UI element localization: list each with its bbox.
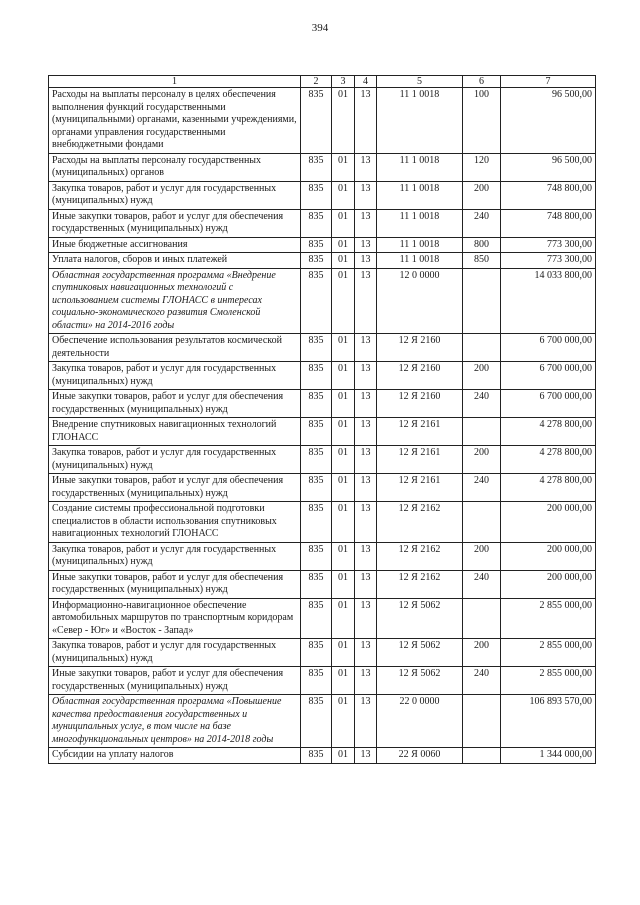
table-row (49, 695, 596, 748)
page-number: 394 (311, 22, 329, 34)
row-subsection-code: 13 (355, 253, 377, 269)
row-subsection-code: 13 (355, 88, 377, 154)
row-subsection-code: 13 (355, 502, 377, 543)
row-grbs-code: 835 (301, 237, 332, 253)
row-expense-type (463, 748, 501, 764)
row-target-article: 12 Я 5062 (377, 639, 463, 667)
table-row (49, 446, 596, 474)
header-col-7: 7 (501, 76, 596, 88)
table-row (49, 418, 596, 446)
row-expense-type: 240 (463, 570, 501, 598)
row-expense-type (463, 598, 501, 639)
row-amount: 106 893 570,00 (501, 695, 596, 748)
row-section-code: 01 (332, 237, 355, 253)
row-subsection-code: 13 (355, 268, 377, 334)
row-expense-type (463, 502, 501, 543)
table-row (49, 209, 596, 237)
header-col-5: 5 (377, 76, 463, 88)
row-amount: 4 278 800,00 (501, 474, 596, 502)
row-name: Иные закупки товаров, работ и услуг для обеспечения государственных (муниципальных) нужд (49, 474, 301, 502)
header-col-3: 3 (332, 76, 355, 88)
row-subsection-code: 13 (355, 570, 377, 598)
row-section-code: 01 (332, 153, 355, 181)
row-section-code: 01 (332, 209, 355, 237)
row-expense-type: 200 (463, 181, 501, 209)
table-row (49, 253, 596, 269)
row-subsection-code: 13 (355, 362, 377, 390)
row-section-code: 01 (332, 253, 355, 269)
row-grbs-code: 835 (301, 474, 332, 502)
row-subsection-code: 13 (355, 418, 377, 446)
row-grbs-code: 835 (301, 598, 332, 639)
row-target-article: 22 0 0000 (377, 695, 463, 748)
row-expense-type (463, 418, 501, 446)
row-target-article: 12 Я 2160 (377, 390, 463, 418)
row-subsection-code: 13 (355, 446, 377, 474)
header-col-4: 4 (355, 76, 377, 88)
row-name: Иные закупки товаров, работ и услуг для обеспечения государственных (муниципальных) нужд (49, 570, 301, 598)
table-row (49, 542, 596, 570)
header-col-1: 1 (49, 76, 301, 88)
row-subsection-code: 13 (355, 542, 377, 570)
row-grbs-code: 835 (301, 446, 332, 474)
row-amount: 96 500,00 (501, 153, 596, 181)
row-amount: 200 000,00 (501, 570, 596, 598)
row-subsection-code: 13 (355, 334, 377, 362)
row-expense-type (463, 334, 501, 362)
row-target-article: 12 Я 2161 (377, 418, 463, 446)
row-subsection-code: 13 (355, 153, 377, 181)
row-name: Закупка товаров, работ и услуг для государственных (муниципальных) нужд (49, 362, 301, 390)
table-row (49, 667, 596, 695)
row-target-article: 11 1 0018 (377, 181, 463, 209)
row-subsection-code: 13 (355, 390, 377, 418)
row-grbs-code: 835 (301, 334, 332, 362)
row-expense-type: 200 (463, 542, 501, 570)
row-grbs-code: 835 (301, 153, 332, 181)
row-name: Областная государственная программа «Повышение качества предоставления государственных и муниципальных услуг, в том числе на базе многофункциональных центров» на 2014-2018 годы (49, 695, 301, 748)
row-section-code: 01 (332, 88, 355, 154)
row-amount: 200 000,00 (501, 502, 596, 543)
row-subsection-code: 13 (355, 598, 377, 639)
row-target-article: 11 1 0018 (377, 209, 463, 237)
row-expense-type: 240 (463, 474, 501, 502)
row-expense-type: 200 (463, 446, 501, 474)
table-row (49, 334, 596, 362)
row-subsection-code: 13 (355, 209, 377, 237)
row-name: Закупка товаров, работ и услуг для государственных (муниципальных) нужд (49, 542, 301, 570)
row-name: Внедрение спутниковых навигационных технологий ГЛОНАСС (49, 418, 301, 446)
row-name: Закупка товаров, работ и услуг для государственных (муниципальных) нужд (49, 639, 301, 667)
row-expense-type: 800 (463, 237, 501, 253)
row-subsection-code: 13 (355, 667, 377, 695)
table-row (49, 181, 596, 209)
row-name: Иные закупки товаров, работ и услуг для обеспечения государственных (муниципальных) нужд (49, 390, 301, 418)
row-grbs-code: 835 (301, 542, 332, 570)
row-grbs-code: 835 (301, 268, 332, 334)
row-section-code: 01 (332, 474, 355, 502)
row-amount: 773 300,00 (501, 253, 596, 269)
row-name: Закупка товаров, работ и услуг для государственных (муниципальных) нужд (49, 181, 301, 209)
row-grbs-code: 835 (301, 570, 332, 598)
header-row (49, 76, 596, 88)
row-target-article: 11 1 0018 (377, 253, 463, 269)
row-section-code: 01 (332, 446, 355, 474)
table-row (49, 153, 596, 181)
row-target-article: 12 Я 2162 (377, 502, 463, 543)
row-target-article: 12 Я 5062 (377, 598, 463, 639)
row-grbs-code: 835 (301, 748, 332, 764)
row-subsection-code: 13 (355, 639, 377, 667)
row-grbs-code: 835 (301, 181, 332, 209)
row-section-code: 01 (332, 181, 355, 209)
table-row (49, 748, 596, 764)
table-row (49, 268, 596, 334)
row-grbs-code: 835 (301, 667, 332, 695)
row-name: Уплата налогов, сборов и иных платежей (49, 253, 301, 269)
row-amount: 6 700 000,00 (501, 390, 596, 418)
row-grbs-code: 835 (301, 390, 332, 418)
row-section-code: 01 (332, 334, 355, 362)
row-grbs-code: 835 (301, 253, 332, 269)
row-name: Областная государственная программа «Внедрение спутниковых навигационных технологий с использованием системы ГЛОНАСС в интересах социально-экономического развития Смоленской области» на 2014-2016 годы (49, 268, 301, 334)
table-row (49, 362, 596, 390)
row-expense-type: 240 (463, 209, 501, 237)
row-amount: 2 855 000,00 (501, 639, 596, 667)
table-row (49, 88, 596, 154)
row-target-article: 22 Я 0060 (377, 748, 463, 764)
row-expense-type: 850 (463, 253, 501, 269)
row-subsection-code: 13 (355, 695, 377, 748)
row-subsection-code: 13 (355, 181, 377, 209)
row-name: Иные бюджетные ассигнования (49, 237, 301, 253)
row-section-code: 01 (332, 542, 355, 570)
row-section-code: 01 (332, 570, 355, 598)
row-name: Иные закупки товаров, работ и услуг для обеспечения государственных (муниципальных) нужд (49, 667, 301, 695)
row-section-code: 01 (332, 695, 355, 748)
row-amount: 4 278 800,00 (501, 446, 596, 474)
row-amount: 200 000,00 (501, 542, 596, 570)
row-section-code: 01 (332, 639, 355, 667)
row-amount: 748 800,00 (501, 209, 596, 237)
row-amount: 6 700 000,00 (501, 334, 596, 362)
table-row (49, 390, 596, 418)
row-target-article: 12 Я 5062 (377, 667, 463, 695)
row-name: Информационно-навигационное обеспечение автомобильных маршрутов по транспортным коридорам «Север - Юг» и «Восток - Запад» (49, 598, 301, 639)
row-amount: 14 033 800,00 (501, 268, 596, 334)
row-amount: 2 855 000,00 (501, 598, 596, 639)
row-target-article: 12 Я 2161 (377, 446, 463, 474)
row-name: Расходы на выплаты персоналу государственных (муниципальных) органов (49, 153, 301, 181)
table-row (49, 502, 596, 543)
row-expense-type: 240 (463, 390, 501, 418)
table-row (49, 237, 596, 253)
header-col-2: 2 (301, 76, 332, 88)
row-grbs-code: 835 (301, 209, 332, 237)
row-subsection-code: 13 (355, 748, 377, 764)
row-section-code: 01 (332, 748, 355, 764)
row-section-code: 01 (332, 502, 355, 543)
row-grbs-code: 835 (301, 362, 332, 390)
row-expense-type (463, 268, 501, 334)
row-subsection-code: 13 (355, 237, 377, 253)
row-amount: 1 344 000,00 (501, 748, 596, 764)
table-row (49, 474, 596, 502)
row-grbs-code: 835 (301, 639, 332, 667)
row-section-code: 01 (332, 390, 355, 418)
row-target-article: 12 Я 2160 (377, 334, 463, 362)
row-target-article: 12 0 0000 (377, 268, 463, 334)
row-expense-type: 200 (463, 639, 501, 667)
row-amount: 96 500,00 (501, 88, 596, 154)
row-amount: 748 800,00 (501, 181, 596, 209)
row-target-article: 11 1 0018 (377, 153, 463, 181)
row-target-article: 12 Я 2160 (377, 362, 463, 390)
header-col-6: 6 (463, 76, 501, 88)
row-target-article: 12 Я 2162 (377, 570, 463, 598)
row-expense-type: 100 (463, 88, 501, 154)
row-name: Расходы на выплаты персоналу в целях обеспечения выполнения функций государственными (муниципальными) органами, казенными учреждениями, органами управления государственными внебюджетными фондами (49, 88, 301, 154)
row-expense-type: 120 (463, 153, 501, 181)
row-section-code: 01 (332, 268, 355, 334)
row-expense-type: 240 (463, 667, 501, 695)
row-target-article: 12 Я 2161 (377, 474, 463, 502)
row-subsection-code: 13 (355, 474, 377, 502)
table-row (49, 598, 596, 639)
row-section-code: 01 (332, 598, 355, 639)
row-expense-type (463, 695, 501, 748)
row-name: Создание системы профессиональной подготовки специалистов в области использования спутниковых навигационных технологий ГЛОНАСС (49, 502, 301, 543)
table-row (49, 639, 596, 667)
row-grbs-code: 835 (301, 502, 332, 543)
row-name: Закупка товаров, работ и услуг для государственных (муниципальных) нужд (49, 446, 301, 474)
row-name: Иные закупки товаров, работ и услуг для обеспечения государственных (муниципальных) нужд (49, 209, 301, 237)
row-amount: 2 855 000,00 (501, 667, 596, 695)
row-grbs-code: 835 (301, 88, 332, 154)
row-amount: 773 300,00 (501, 237, 596, 253)
table-row (49, 570, 596, 598)
row-section-code: 01 (332, 362, 355, 390)
row-name: Субсидии на уплату налогов (49, 748, 301, 764)
row-amount: 6 700 000,00 (501, 362, 596, 390)
row-name: Обеспечение использования результатов космической деятельности (49, 334, 301, 362)
row-target-article: 11 1 0018 (377, 88, 463, 154)
row-expense-type: 200 (463, 362, 501, 390)
row-section-code: 01 (332, 667, 355, 695)
budget-table (48, 75, 596, 764)
row-section-code: 01 (332, 418, 355, 446)
row-target-article: 11 1 0018 (377, 237, 463, 253)
row-grbs-code: 835 (301, 418, 332, 446)
row-amount: 4 278 800,00 (501, 418, 596, 446)
row-grbs-code: 835 (301, 695, 332, 748)
row-target-article: 12 Я 2162 (377, 542, 463, 570)
